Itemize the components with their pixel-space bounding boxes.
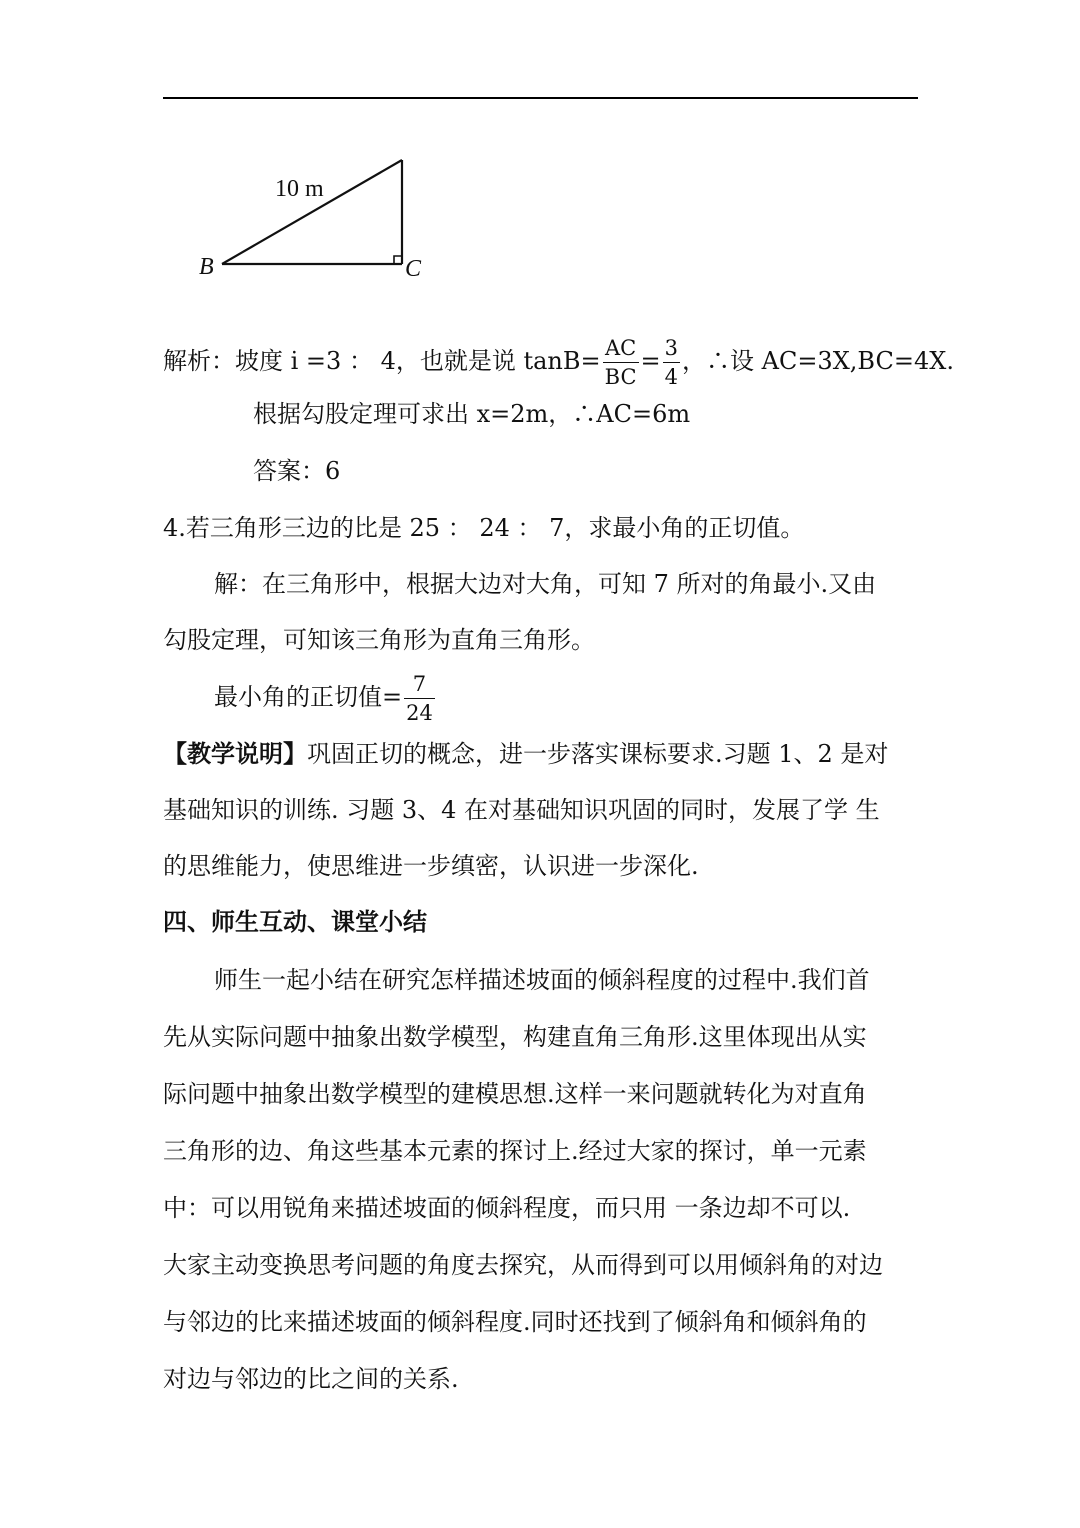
right-triangle-figure bbox=[195, 150, 435, 285]
answer-line: 答案：6 bbox=[253, 457, 341, 485]
summary-line: 际问题中抽象出数学模型的建模思想.这样一来问题就转化为对直角 bbox=[163, 1080, 867, 1108]
min-tangent-label: 最小角的正切值= bbox=[214, 683, 403, 711]
analysis-line bbox=[163, 335, 954, 389]
solution-line-2: 勾股定理，可知该三角形为直角三角形。 bbox=[163, 626, 595, 654]
summary-line: 三角形的边、角这些基本元素的探讨上.经过大家的探讨，单一元素 bbox=[163, 1137, 867, 1165]
solution-line-1: 解：在三角形中，根据大边对大角，可知 7 所对的角最小.又由 bbox=[214, 570, 877, 598]
analysis-line-2: 根据勾股定理可求出 x=2m，∴AC=6m bbox=[253, 400, 691, 428]
analysis-prefix: 解析：坡度 i =3 ： 4，也就是说 tanB= bbox=[163, 347, 601, 375]
summary-line: 中：可以用锐角来描述坡面的倾斜程度，而只用 一条边却不可以. bbox=[163, 1194, 851, 1222]
teaching-note-line-1 bbox=[163, 736, 923, 772]
fraction-denominator: 4 bbox=[664, 364, 678, 389]
teaching-note-label: 【教学说明】 bbox=[163, 739, 307, 768]
fraction-ac-bc bbox=[603, 335, 639, 389]
teaching-note-line-2: 基础知识的训练. 习题 3、4 在对基础知识巩固的同时，发展了学 生 bbox=[163, 796, 880, 824]
analysis-suffix: ，∴设 AC=3X,BC=4X. bbox=[682, 347, 954, 375]
fraction-3-4 bbox=[663, 335, 680, 389]
teaching-note-text: 巩固正切的概念，进一步落实课标要求.习题 1、2 是对 bbox=[307, 740, 889, 768]
fraction-numerator: 3 bbox=[663, 338, 680, 363]
fraction-numerator: AC bbox=[603, 338, 639, 363]
fraction-numerator: 7 bbox=[404, 674, 435, 699]
fraction-7-24 bbox=[404, 671, 435, 725]
summary-line: 大家主动变换思考问题的角度去探究，从而得到可以用倾斜角的对边 bbox=[163, 1251, 883, 1279]
fraction-denominator: 24 bbox=[406, 700, 433, 725]
equals-sign: = bbox=[640, 347, 661, 375]
hypotenuse-label: 10 m bbox=[275, 176, 324, 202]
min-tangent-line bbox=[214, 671, 974, 725]
summary-line: 先从实际问题中抽象出数学模型，构建直角三角形.这里体现出从实 bbox=[163, 1023, 867, 1051]
summary-line: 对边与邻边的比之间的关系. bbox=[163, 1365, 459, 1393]
summary-line: 师生一起小结在研究怎样描述坡面的倾斜程度的过程中.我们首 bbox=[214, 966, 870, 994]
question-4: 4.若三角形三边的比是 25 ： 24 ： 7，求最小角的正切值。 bbox=[163, 514, 805, 542]
teaching-note-line-3: 的思维能力，使思维进一步缜密，认识进一步深化. bbox=[163, 852, 699, 880]
summary-line: 与邻边的比来描述坡面的倾斜程度.同时还找到了倾斜角和倾斜角的 bbox=[163, 1308, 867, 1336]
vertex-label-c: C bbox=[405, 256, 422, 282]
vertex-label-b: B bbox=[199, 254, 214, 280]
header-rule bbox=[163, 97, 918, 99]
section-4-title: 四、师生互动、课堂小结 bbox=[163, 907, 427, 936]
fraction-denominator: BC bbox=[604, 364, 637, 389]
